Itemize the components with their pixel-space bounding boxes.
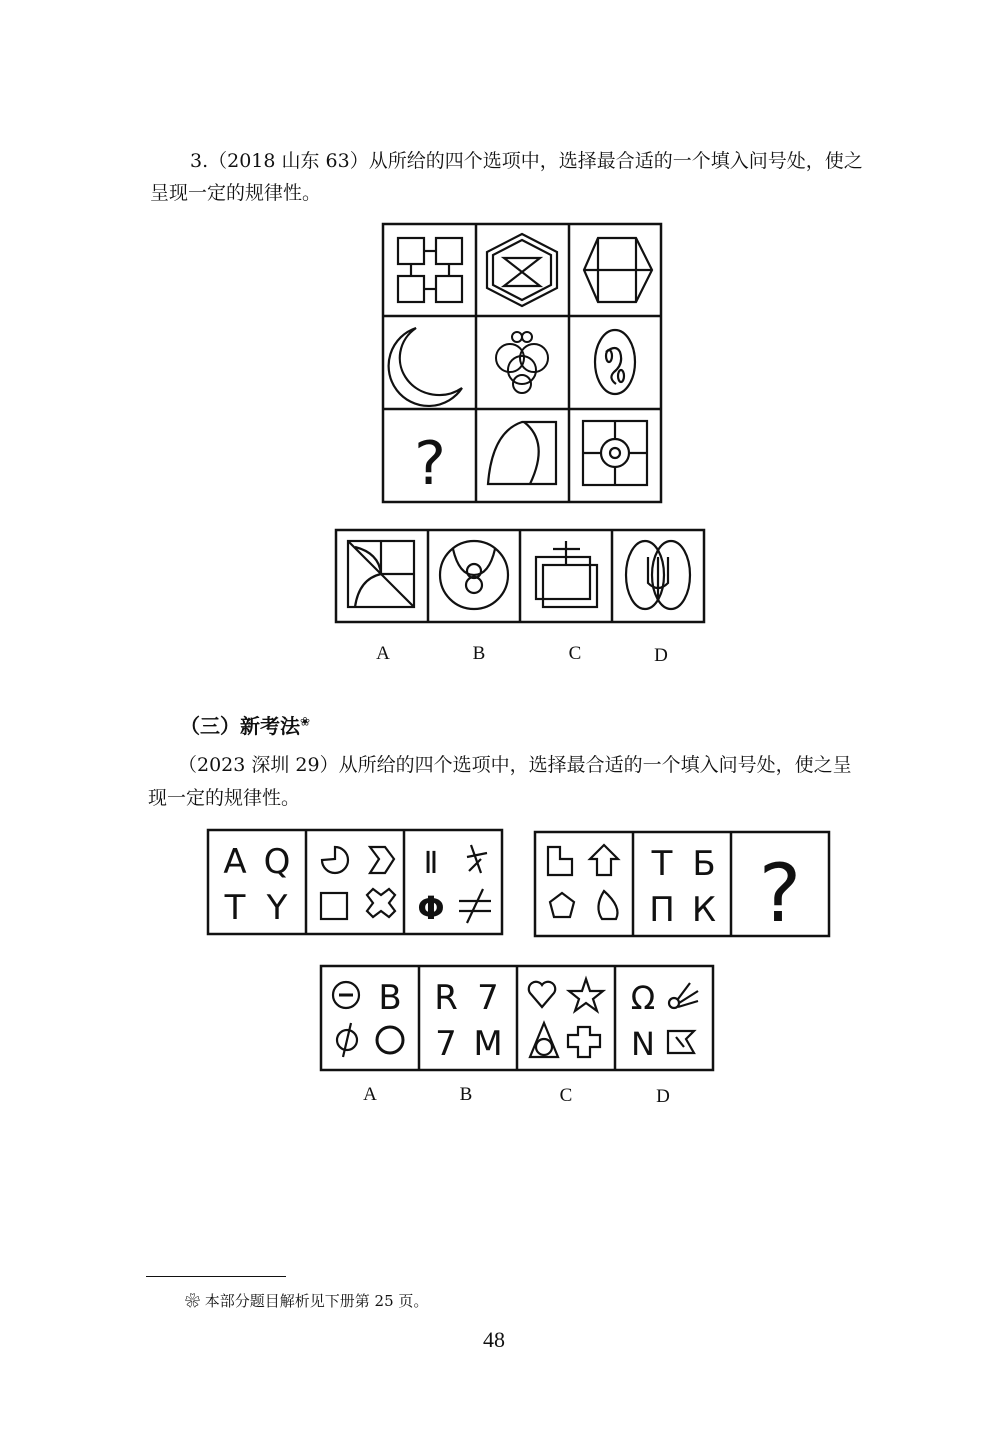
q3-cell-r1c1 xyxy=(398,238,462,302)
panel4-shapes xyxy=(548,845,618,919)
q3-label-c: C xyxy=(568,643,582,664)
q3-cell-r3c3 xyxy=(583,421,647,485)
q3-option-c[interactable] xyxy=(536,541,597,607)
q3-cell-r1c3 xyxy=(584,238,652,302)
qnew-optD-2: N xyxy=(631,1025,655,1063)
q3-option-d[interactable] xyxy=(626,541,690,609)
qnew-optB-1: R xyxy=(434,978,458,1018)
qnew-line2: 现一定的规律性。 xyxy=(148,787,301,809)
panel5-letter-4: К xyxy=(691,890,717,930)
q3-line2: 呈现一定的规律性。 xyxy=(150,182,322,204)
q3-options xyxy=(333,527,707,625)
qnew-optB-4: M xyxy=(473,1024,503,1064)
panel1-letter-1: A xyxy=(223,842,247,882)
qnew-option-d[interactable] xyxy=(631,979,698,1063)
qnew-line1: （2023 深圳 29）从所给的四个选项中，选择最合适的一个填入问号处，使之呈 xyxy=(178,754,852,776)
qnew-label-b: B xyxy=(459,1084,473,1105)
q3-grid xyxy=(380,222,664,504)
footnote-text: ❀ 本部分题目解析见下册第 25 页。 xyxy=(185,1292,429,1310)
qnew-group2 xyxy=(532,829,832,939)
qnew-label-a: A xyxy=(363,1084,377,1105)
panel5-letter-2: Б xyxy=(692,844,716,884)
qnew-option-b[interactable] xyxy=(434,978,502,1064)
q3-cell-r1c2 xyxy=(487,234,557,306)
q3-cell-r3c2 xyxy=(488,422,556,484)
q3-cell-r2c2 xyxy=(496,332,548,393)
q3-label-b: B xyxy=(472,643,486,664)
panel3-lines xyxy=(459,845,491,923)
qnew-label-c: C xyxy=(559,1085,573,1106)
qnew-options xyxy=(318,963,716,1073)
qnew-label-d: D xyxy=(656,1086,670,1107)
panel2-shapes xyxy=(321,847,395,919)
panel1-letter-4: Y xyxy=(266,888,288,928)
q3-cell-r2c3 xyxy=(595,330,635,394)
q3-label-a: A xyxy=(376,643,390,664)
panel3-symbol-1: Ⅱ xyxy=(423,846,439,881)
page-number: 48 xyxy=(483,1327,505,1352)
qnew-optB-3: 7 xyxy=(435,1024,457,1064)
section-note-mark: ❀ xyxy=(300,714,311,729)
qnew-optD-1: Ω xyxy=(630,979,656,1017)
q3-label-d: D xyxy=(654,645,668,666)
qnew-group1 xyxy=(205,827,505,937)
section-title-text: （三）新考法 xyxy=(180,714,300,738)
footnote-rule xyxy=(146,1276,286,1277)
qnew-option-c[interactable] xyxy=(529,979,603,1057)
qnew-optA-letter: B xyxy=(378,978,402,1018)
q3-cell-r2c1 xyxy=(389,328,462,406)
section-title xyxy=(180,710,310,739)
qnew-option-a[interactable] xyxy=(333,978,403,1057)
q3-option-a[interactable] xyxy=(348,541,414,607)
panel5-letter-3: П xyxy=(649,890,675,930)
qnew-question-mark: ? xyxy=(758,847,802,939)
panel1-letter-2: Q xyxy=(263,842,291,882)
panel1-letter-3: T xyxy=(224,888,246,928)
panel3-symbol-2: Φ xyxy=(417,889,445,927)
q3-question-mark: ? xyxy=(414,429,446,499)
q3-line1: 3.（2018 山东 63）从所给的四个选项中，选择最合适的一个填入问号处，使之 xyxy=(190,150,863,172)
q3-option-b[interactable] xyxy=(440,541,508,609)
qnew-optB-2: 7 xyxy=(477,978,499,1018)
panel5-letter-1: Т xyxy=(651,844,673,884)
